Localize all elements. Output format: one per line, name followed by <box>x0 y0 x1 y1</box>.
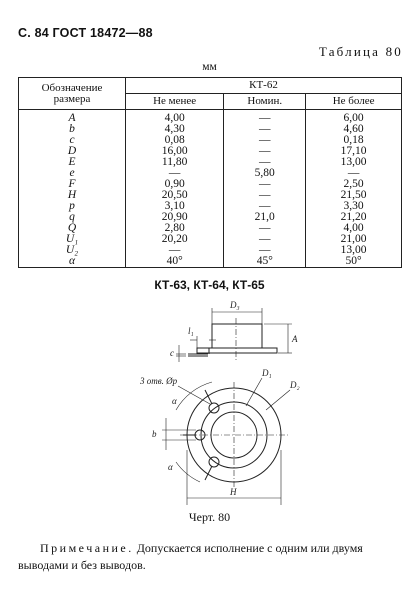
cell-symbol: p <box>19 201 126 212</box>
table-row <box>19 110 402 125</box>
table-body <box>19 110 402 268</box>
cell-max: 3,30 <box>306 201 402 212</box>
label-alpha-bottom: α <box>168 462 173 472</box>
cell-min: 40° <box>126 256 224 268</box>
cell-symbol: q <box>19 212 126 223</box>
cell-max: — <box>306 168 402 179</box>
cell-min: 3,10 <box>126 201 224 212</box>
cell-symbol: U₁ <box>19 234 126 245</box>
cell-min: 4,30 <box>126 124 224 135</box>
cell-max: 13,00 <box>306 245 402 256</box>
cell-min: — <box>126 168 224 179</box>
cell-max: 4,60 <box>306 124 402 135</box>
cell-symbol: D <box>19 146 126 157</box>
section-title: КТ-63, КТ-64, КТ-65 <box>154 278 265 292</box>
label-holes: 3 отв. Øp <box>140 376 178 386</box>
cell-symbol: E <box>19 157 126 168</box>
cell-max: 2,50 <box>306 179 402 190</box>
cell-max: 13,00 <box>306 157 402 168</box>
cell-max: 6,00 <box>306 110 402 125</box>
label-d3: D₃ <box>230 300 240 310</box>
cell-max: 4,00 <box>306 223 402 234</box>
drawing-caption: Черт. 80 <box>188 510 231 524</box>
label-alpha-top: α <box>172 396 177 406</box>
cell-nom: 5,80 <box>224 168 306 179</box>
note-label: Примечание. <box>40 541 134 555</box>
label-b: b <box>152 429 157 439</box>
cell-nom: — <box>224 179 306 190</box>
cell-nom: — <box>224 190 306 201</box>
cell-max: 21,00 <box>306 234 402 245</box>
cell-nom: — <box>224 110 306 125</box>
cell-max: 21,50 <box>306 190 402 201</box>
note <box>18 540 403 574</box>
cell-symbol: A <box>19 110 126 125</box>
cell-nom: — <box>224 146 306 157</box>
note-text: Допускается исполнение с одним или двумя выводами и без выводов. <box>18 541 363 572</box>
cell-symbol: Q <box>19 223 126 234</box>
table-row <box>19 256 402 268</box>
cell-nom: 21,0 <box>224 212 306 223</box>
symbol-column-header: Обозначение размера <box>19 78 126 110</box>
cell-min: 20,50 <box>126 190 224 201</box>
cell-min: 16,00 <box>126 146 224 157</box>
cell-symbol: e <box>19 168 126 179</box>
label-h: H <box>230 487 237 497</box>
page-header: С. 84 ГОСТ 18472—88 <box>18 26 153 40</box>
cell-min: 20,90 <box>126 212 224 223</box>
cell-min: 2,80 <box>126 223 224 234</box>
table-row <box>19 157 402 168</box>
cell-nom: — <box>224 157 306 168</box>
cell-min: 11,80 <box>126 157 224 168</box>
cell-symbol: α <box>19 256 126 268</box>
cell-symbol: c <box>19 135 126 146</box>
cell-min: 0,90 <box>126 179 224 190</box>
nom-column-header: Номин. <box>224 94 306 110</box>
cell-min: 4,00 <box>126 110 224 125</box>
cell-max: 0,18 <box>306 135 402 146</box>
unit-label: мм <box>202 61 217 73</box>
cell-max: 21,20 <box>306 212 402 223</box>
label-a: A <box>292 334 298 344</box>
cell-nom: — <box>224 223 306 234</box>
label-d1: D₁ <box>262 368 272 378</box>
label-d2: D₂ <box>290 380 300 390</box>
cell-symbol: F <box>19 179 126 190</box>
cell-nom: — <box>224 124 306 135</box>
table-row <box>19 245 402 256</box>
cell-symbol: H <box>19 190 126 201</box>
group-header: КТ-62 <box>126 78 402 94</box>
cell-nom: — <box>224 201 306 212</box>
label-l1: l₁ <box>188 326 194 336</box>
cell-min: — <box>126 245 224 256</box>
dimensions-table <box>18 77 402 268</box>
max-column-header: Не более <box>306 94 402 110</box>
cell-max: 17,10 <box>306 146 402 157</box>
label-c: c <box>170 348 174 358</box>
top-view <box>162 378 290 505</box>
cell-nom: — <box>224 135 306 146</box>
cell-nom: — <box>224 234 306 245</box>
cell-nom: — <box>224 245 306 256</box>
cell-nom: 45° <box>224 256 306 268</box>
table-caption: Таблица 80 <box>318 44 403 59</box>
cell-symbol: U₂ <box>19 245 126 256</box>
cell-min: 0,08 <box>126 135 224 146</box>
cell-min: 20,20 <box>126 234 224 245</box>
min-column-header: Не менее <box>126 94 224 110</box>
cell-symbol: b <box>19 124 126 135</box>
technical-drawing <box>0 290 419 508</box>
cell-max: 50° <box>306 256 402 268</box>
